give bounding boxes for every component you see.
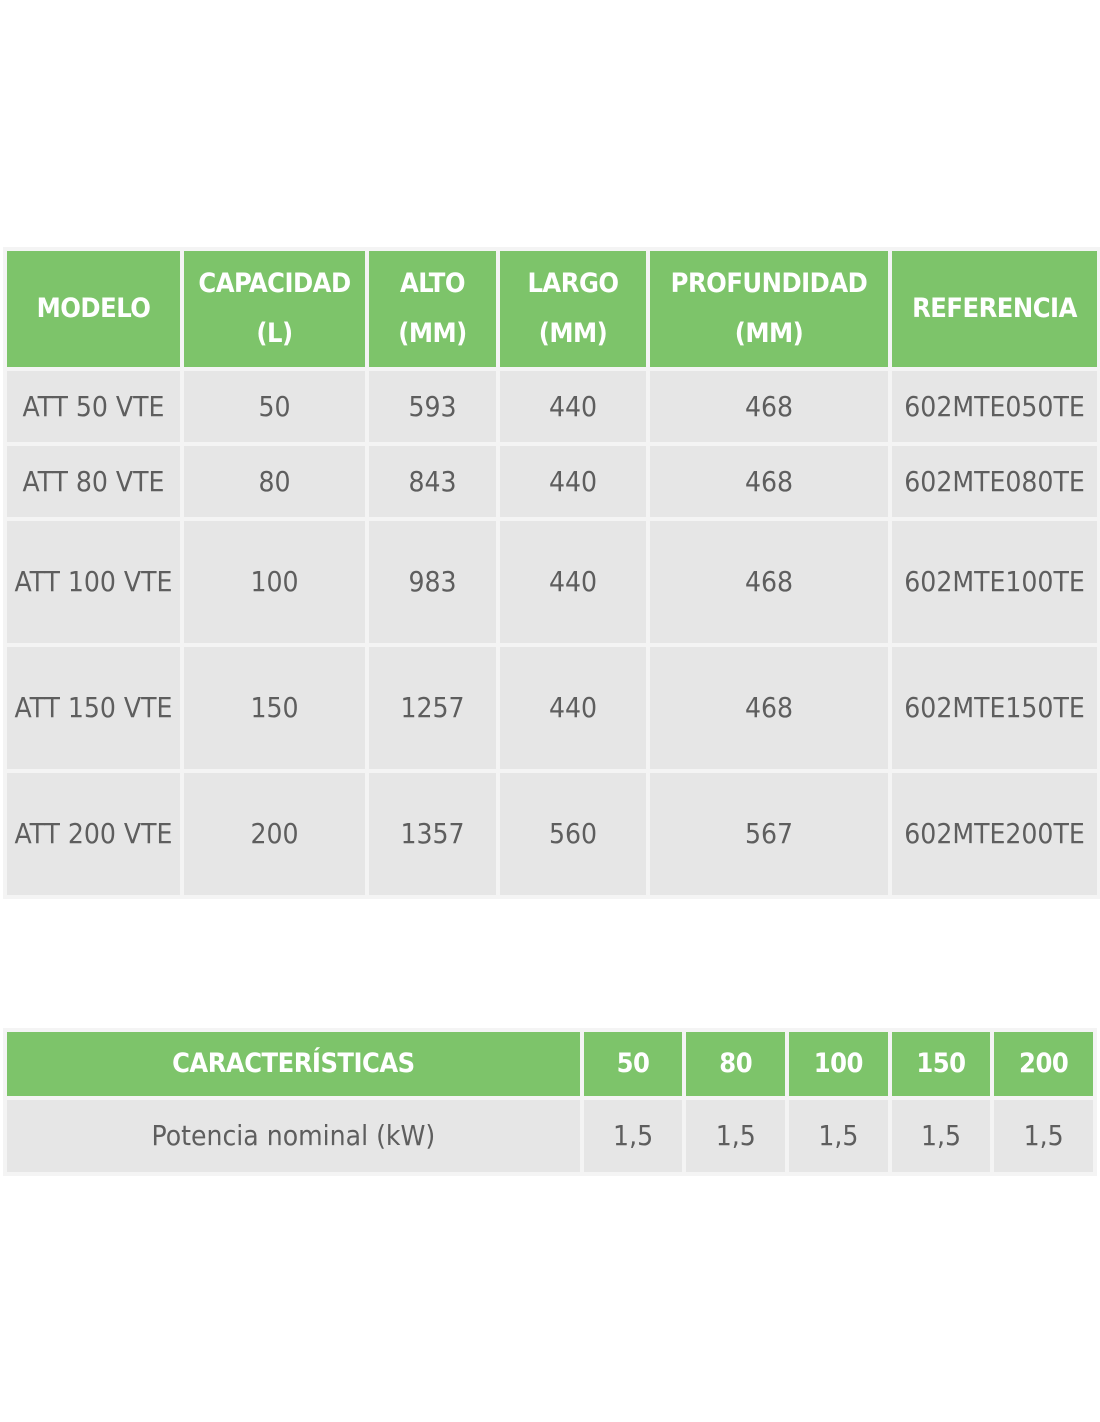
header-profundidad: PROFUNDIDAD (MM) (650, 251, 888, 367)
cell-referencia: 602MTE050TE (892, 371, 1097, 442)
header-capacity-100: 100 (789, 1032, 888, 1096)
table-row (7, 521, 1097, 643)
cell-referencia: 602MTE100TE (892, 521, 1097, 643)
features-table (3, 1028, 1097, 1176)
table-row (7, 371, 1097, 442)
header-capacidad: CAPACIDAD (L) (184, 251, 365, 367)
cell-feature-value: 1,5 (994, 1100, 1093, 1172)
specs-header-row (7, 251, 1097, 367)
table-row (7, 647, 1097, 769)
cell-alto: 593 (369, 371, 496, 442)
cell-feature-value: 1,5 (892, 1100, 991, 1172)
cell-largo: 440 (500, 521, 646, 643)
cell-profundidad: 468 (650, 446, 888, 517)
cell-referencia: 602MTE200TE (892, 773, 1097, 895)
header-capacity-50: 50 (584, 1032, 683, 1096)
cell-largo: 440 (500, 446, 646, 517)
cell-feature-value: 1,5 (686, 1100, 785, 1172)
cell-alto: 1257 (369, 647, 496, 769)
cell-model: ATT 80 VTE (7, 446, 180, 517)
cell-model: ATT 50 VTE (7, 371, 180, 442)
cell-model: ATT 200 VTE (7, 773, 180, 895)
specs-table (3, 247, 1100, 899)
table-row (7, 446, 1097, 517)
cell-alto: 1357 (369, 773, 496, 895)
cell-largo: 560 (500, 773, 646, 895)
header-modelo: MODELO (7, 251, 180, 367)
cell-model: ATT 100 VTE (7, 521, 180, 643)
header-capacity-80: 80 (686, 1032, 785, 1096)
cell-capacity: 150 (184, 647, 365, 769)
cell-referencia: 602MTE080TE (892, 446, 1097, 517)
table-row (7, 773, 1097, 895)
cell-profundidad: 468 (650, 521, 888, 643)
header-capacity-150: 150 (892, 1032, 991, 1096)
cell-capacity: 100 (184, 521, 365, 643)
cell-profundidad: 567 (650, 773, 888, 895)
cell-feature-value: 1,5 (584, 1100, 683, 1172)
features-header-row (7, 1032, 1093, 1096)
cell-referencia: 602MTE150TE (892, 647, 1097, 769)
cell-feature-value: 1,5 (789, 1100, 888, 1172)
cell-capacity: 80 (184, 446, 365, 517)
cell-alto: 843 (369, 446, 496, 517)
cell-profundidad: 468 (650, 647, 888, 769)
header-largo: LARGO (MM) (500, 251, 646, 367)
cell-largo: 440 (500, 647, 646, 769)
cell-capacity: 50 (184, 371, 365, 442)
header-alto: ALTO (MM) (369, 251, 496, 367)
cell-largo: 440 (500, 371, 646, 442)
table-row (7, 1100, 1093, 1172)
cell-profundidad: 468 (650, 371, 888, 442)
header-caracteristicas: CARACTERÍSTICAS (7, 1032, 580, 1096)
header-capacity-200: 200 (994, 1032, 1093, 1096)
cell-model: ATT 150 VTE (7, 647, 180, 769)
header-referencia: REFERENCIA (892, 251, 1097, 367)
cell-capacity: 200 (184, 773, 365, 895)
cell-alto: 983 (369, 521, 496, 643)
cell-feature-label: Potencia nominal (kW) (7, 1100, 580, 1172)
